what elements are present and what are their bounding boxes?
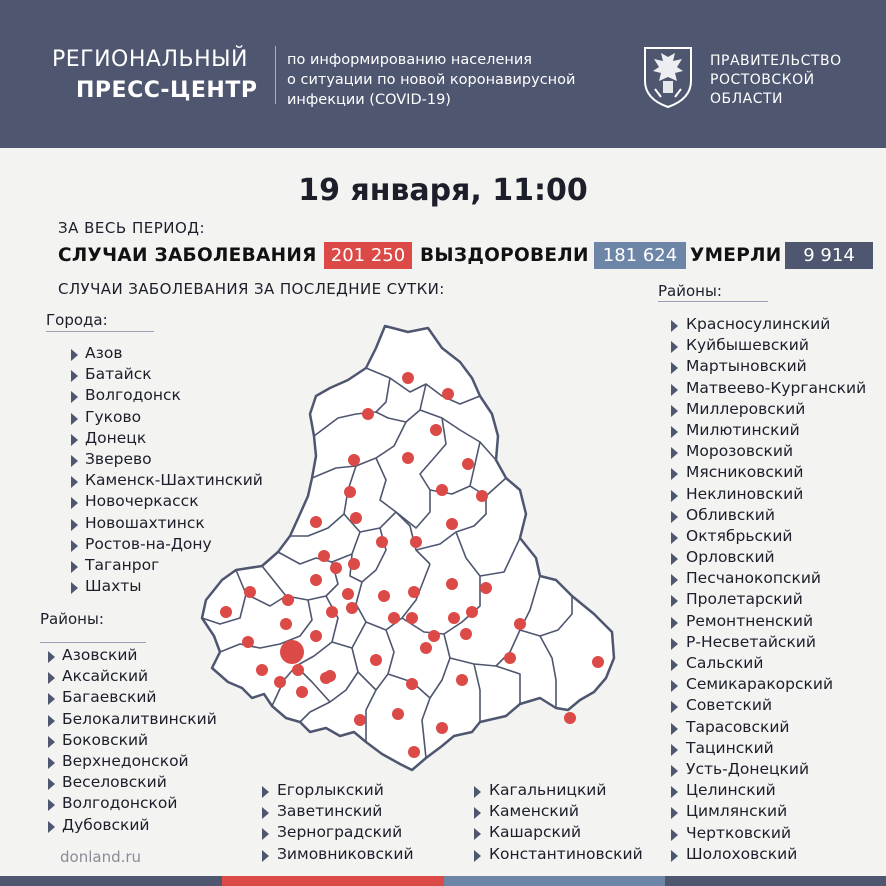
- triangle-right-icon: [671, 426, 678, 438]
- header-info-line: инфекции (COVID-19): [287, 92, 451, 108]
- triangle-right-icon: [71, 540, 78, 552]
- place-name: Сальский: [686, 654, 764, 672]
- triangle-right-icon: [48, 672, 55, 684]
- place-name: Заветинский: [277, 802, 383, 821]
- header-divider: [275, 46, 276, 104]
- triangle-right-icon: [671, 617, 678, 629]
- place-name: Пролетарский: [686, 590, 803, 609]
- header-banner: [0, 0, 886, 148]
- place-name: Дубовский: [62, 815, 150, 834]
- place-name: Новошахтинск: [85, 513, 205, 532]
- triangle-right-icon: [671, 829, 678, 841]
- header-info-line: по информированию населения: [287, 52, 532, 68]
- header-info: [287, 50, 575, 110]
- case-marker: [350, 512, 362, 524]
- case-marker: [274, 676, 286, 688]
- triangle-right-icon: [671, 659, 678, 671]
- place-name: Шахты: [85, 577, 142, 596]
- case-marker: [242, 636, 254, 648]
- place-name: Неклиновский: [686, 484, 804, 503]
- place-name: Волгодонской: [62, 794, 178, 813]
- triangle-right-icon: [671, 744, 678, 756]
- triangle-right-icon: [671, 341, 678, 353]
- case-marker: [318, 550, 330, 562]
- place-name: Донецк: [85, 428, 147, 447]
- case-marker: [402, 372, 414, 384]
- case-marker: [348, 454, 360, 466]
- place-name: Мартыновский: [686, 357, 807, 376]
- case-marker: [408, 746, 420, 758]
- recovered-badge: 181 624: [594, 242, 686, 269]
- case-marker: [428, 630, 440, 642]
- place-name: Тацинский: [686, 738, 774, 757]
- case-marker: [282, 594, 294, 606]
- case-marker: [410, 536, 422, 548]
- triangle-right-icon: [671, 532, 678, 544]
- case-marker: [436, 722, 448, 734]
- press-center-title-line1: РЕГИОНАЛЬНЫЙ: [52, 47, 248, 72]
- triangle-right-icon: [48, 799, 55, 811]
- case-marker: [310, 574, 322, 586]
- districts-left-underline: [40, 642, 146, 643]
- triangle-right-icon: [671, 468, 678, 480]
- districts-right-underline: [658, 301, 768, 302]
- bottom-color-bar: [0, 876, 886, 886]
- case-marker: [220, 606, 232, 618]
- place-name: Белокалитвинский: [62, 709, 217, 728]
- case-marker: [354, 714, 366, 726]
- districts-left-title: Районы:: [40, 610, 104, 628]
- triangle-right-icon: [262, 786, 269, 798]
- place-name: Морозовский: [686, 442, 794, 461]
- government-line: РОСТОВСКОЙ: [710, 72, 815, 88]
- place-name: Каменск-Шахтинский: [85, 471, 263, 490]
- place-name: Кашарский: [489, 823, 582, 842]
- case-marker: [592, 656, 604, 668]
- case-marker: [564, 712, 576, 724]
- triangle-right-icon: [48, 736, 55, 748]
- place-name: Ремонтненский: [686, 611, 814, 630]
- triangle-right-icon: [262, 828, 269, 840]
- triangle-right-icon: [671, 490, 678, 502]
- case-marker: [408, 586, 420, 598]
- place-name: Куйбышевский: [686, 336, 809, 355]
- case-marker: [504, 652, 516, 664]
- cases-badge: 201 250: [324, 242, 412, 269]
- place-name: Милютинский: [686, 420, 800, 439]
- place-name: Аксайский: [62, 667, 149, 686]
- place-name: Константиновский: [489, 844, 643, 863]
- case-marker: [476, 490, 488, 502]
- triangle-right-icon: [671, 511, 678, 523]
- case-marker: [362, 408, 374, 420]
- case-marker: [292, 664, 304, 676]
- triangle-right-icon: [671, 638, 678, 650]
- triangle-right-icon: [671, 723, 678, 735]
- case-marker: [462, 458, 474, 470]
- triangle-right-icon: [474, 828, 481, 840]
- place-name: Веселовский: [62, 773, 167, 792]
- region-outline: [202, 326, 614, 770]
- case-marker: [378, 590, 390, 602]
- place-name: Гуково: [85, 407, 142, 426]
- triangle-right-icon: [671, 320, 678, 332]
- triangle-right-icon: [48, 693, 55, 705]
- case-marker: [244, 586, 256, 598]
- case-marker: [280, 618, 292, 630]
- triangle-right-icon: [671, 680, 678, 692]
- place-name: Багаевский: [62, 688, 157, 707]
- government-line: ОБЛАСТИ: [710, 91, 784, 107]
- place-name: Семикаракорский: [686, 675, 834, 694]
- place-name: Каменский: [489, 802, 579, 821]
- case-marker: [446, 578, 458, 590]
- daily-cases-label: СЛУЧАИ ЗАБОЛЕВАНИЯ ЗА ПОСЛЕДНИЕ СУТКИ:: [58, 280, 445, 298]
- place-name: Октябрьский: [686, 526, 793, 545]
- place-name: Верхнедонской: [62, 751, 189, 770]
- place-name: Егорлыкский: [277, 781, 384, 799]
- triangle-right-icon: [474, 786, 481, 798]
- cities-underline: [46, 331, 154, 332]
- triangle-right-icon: [474, 807, 481, 819]
- deaths-label: УМЕРЛИ: [690, 245, 782, 266]
- place-name: Зерноградский: [277, 823, 403, 842]
- triangle-right-icon: [71, 370, 78, 382]
- place-name: Шолоховский: [686, 844, 798, 863]
- region-map: [180, 318, 630, 778]
- place-name: Кагальницкий: [489, 781, 607, 799]
- triangle-right-icon: [71, 561, 78, 573]
- triangle-right-icon: [671, 553, 678, 565]
- deaths-badge: 9 914: [785, 242, 873, 269]
- place-name: Таганрог: [85, 555, 160, 574]
- place-name: Азов: [85, 344, 123, 362]
- triangle-right-icon: [71, 455, 78, 467]
- triangle-right-icon: [262, 850, 269, 862]
- triangle-right-icon: [71, 582, 78, 594]
- place-name: Усть-Донецкий: [686, 759, 810, 778]
- case-marker: [348, 558, 360, 570]
- place-name: Зверево: [85, 449, 152, 468]
- place-name: Мясниковский: [686, 463, 804, 482]
- triangle-right-icon: [48, 821, 55, 833]
- case-marker: [344, 486, 356, 498]
- case-marker: [514, 618, 526, 630]
- place-name: Батайск: [85, 365, 152, 384]
- triangle-right-icon: [671, 765, 678, 777]
- case-marker: [420, 642, 432, 654]
- triangle-right-icon: [48, 715, 55, 727]
- government-label: [710, 52, 842, 109]
- case-marker: [466, 606, 478, 618]
- report-date: 19 января, 11:00: [298, 173, 588, 208]
- triangle-right-icon: [671, 786, 678, 798]
- case-marker: [406, 612, 418, 624]
- case-marker: [310, 630, 322, 642]
- triangle-right-icon: [474, 850, 481, 862]
- triangle-right-icon: [71, 413, 78, 425]
- triangle-right-icon: [262, 807, 269, 819]
- place-name: Обливский: [686, 505, 775, 524]
- triangle-right-icon: [671, 574, 678, 586]
- case-marker: [448, 612, 460, 624]
- districts-right-title: Районы:: [658, 282, 722, 300]
- triangle-right-icon: [71, 391, 78, 403]
- triangle-right-icon: [71, 434, 78, 446]
- place-name: Цимлянский: [686, 802, 788, 821]
- triangle-right-icon: [671, 701, 678, 713]
- case-marker: [402, 452, 414, 464]
- triangle-right-icon: [71, 497, 78, 509]
- recovered-label: ВЫЗДОРОВЕЛИ: [420, 245, 589, 266]
- case-marker: [370, 654, 382, 666]
- case-marker: [388, 612, 400, 624]
- case-marker: [376, 536, 388, 548]
- case-marker: [480, 582, 492, 594]
- case-marker: [460, 628, 472, 640]
- triangle-right-icon: [48, 778, 55, 790]
- place-name: Новочеркасск: [85, 492, 199, 511]
- coat-of-arms-icon: [641, 45, 695, 109]
- triangle-right-icon: [671, 595, 678, 607]
- place-name: Тарасовский: [686, 717, 790, 736]
- place-name: Целинский: [686, 781, 776, 800]
- triangle-right-icon: [671, 405, 678, 417]
- period-label: ЗА ВЕСЬ ПЕРИОД:: [58, 219, 206, 237]
- case-marker: [346, 602, 358, 614]
- case-marker: [296, 686, 308, 698]
- case-marker: [392, 708, 404, 720]
- press-center-title-line2: ПРЕСС-ЦЕНТР: [76, 78, 258, 103]
- case-marker: [326, 606, 338, 618]
- case-marker: [320, 672, 332, 684]
- place-name: Ростов-на-Дону: [85, 534, 212, 553]
- cities-title: Города:: [46, 311, 108, 329]
- case-marker: [430, 424, 442, 436]
- place-name: Советский: [686, 696, 773, 715]
- triangle-right-icon: [71, 349, 78, 361]
- cases-label: СЛУЧАИ ЗАБОЛЕВАНИЯ: [58, 245, 317, 266]
- government-line: ПРАВИТЕЛЬСТВО: [710, 53, 842, 69]
- triangle-right-icon: [671, 807, 678, 819]
- place-name: Р-Несветайский: [686, 632, 816, 651]
- case-marker: [342, 588, 354, 600]
- triangle-right-icon: [71, 519, 78, 531]
- triangle-right-icon: [671, 384, 678, 396]
- place-name: Зимовниковский: [277, 844, 414, 863]
- case-marker: [436, 484, 448, 496]
- place-name: Песчанокопский: [686, 569, 821, 588]
- place-name: Матвеево-Курганский: [686, 378, 867, 397]
- triangle-right-icon: [48, 757, 55, 769]
- triangle-right-icon: [671, 850, 678, 862]
- header-info-line: о ситуации по новой коронавирусной: [287, 72, 576, 88]
- case-marker: [446, 518, 458, 530]
- place-name: Боковский: [62, 730, 149, 749]
- case-marker: [406, 678, 418, 690]
- place-name: Красносулинский: [686, 315, 831, 333]
- case-marker: [310, 516, 322, 528]
- footer-url: donland.ru: [60, 848, 142, 866]
- place-name: Азовский: [62, 646, 138, 664]
- place-name: Орловский: [686, 548, 775, 567]
- case-marker: [256, 664, 268, 676]
- triangle-right-icon: [671, 362, 678, 374]
- place-name: Миллеровский: [686, 399, 806, 418]
- case-marker: [442, 388, 454, 400]
- place-name: Волгодонск: [85, 386, 181, 405]
- triangle-right-icon: [71, 476, 78, 488]
- case-marker: [456, 674, 468, 686]
- triangle-right-icon: [48, 651, 55, 663]
- case-marker-large: [280, 640, 304, 664]
- place-name: Чертковский: [686, 823, 792, 842]
- triangle-right-icon: [671, 447, 678, 459]
- case-marker: [330, 562, 342, 574]
